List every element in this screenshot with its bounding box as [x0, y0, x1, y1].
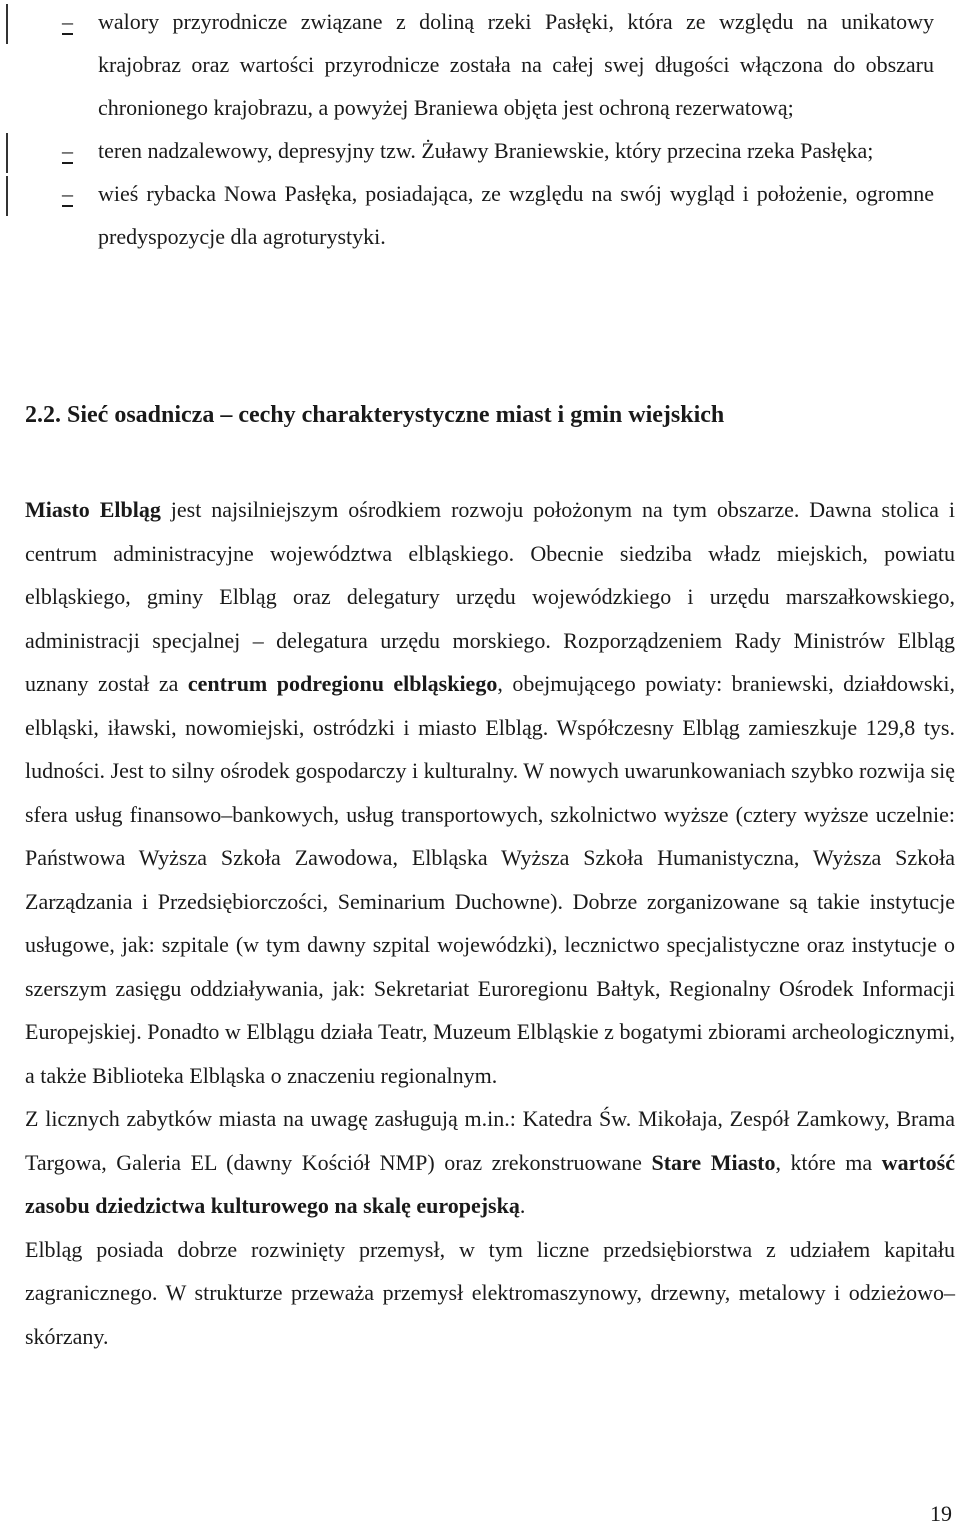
bold-term: Stare Miasto: [651, 1149, 776, 1175]
paragraph-text: Z licznych zabytków miasta na uwagę zasługują m.in.: Katedra Św. Mikołaja, Zespół Zamkowy, Brama Targowa, Galeria EL (dawny Kościół NMP) oraz zrekonstruowane: [25, 1106, 955, 1175]
bullet-text: walory przyrodnicze związane z doliną rzeki Pasłęki, która ze względu na unikatowy krajobraz oraz wartości przyrodnicze została na całej swej długości włączona do obszaru chronionego krajobrazu, a powyżej Braniewa objęta jest ochroną rezerwatową;: [98, 9, 934, 120]
paragraph-text: .: [519, 1193, 526, 1218]
paragraph: [25, 1097, 955, 1228]
section-heading: 2.2. Sieć osadnicza – cechy charakterystyczne miast i gmin wiejskich: [25, 402, 725, 428]
bullet-text: teren nadzalewowy, depresyjny tzw. Żuławy Braniewskie, który przecina rzeka Pasłęka;: [98, 138, 874, 163]
bold-term: wartość zasobu dziedzictwa kulturowego na skalę europejską: [25, 1149, 955, 1218]
bullet-text: wieś rybacka Nowa Pasłęka, posiadająca, ze względu na swój wygląd i położenie, ogromne predyspozycje dla agroturystyki.: [98, 181, 934, 249]
paragraph-text: , obejmującego powiaty: braniewski, działdowski, elbląski, iławski, nowomiejski, ostródzki i miasto Elbląg. Współczesny Elbląg zamieszkuje 129,8 tys. ludności. Jest to silny ośrodek gospodarczy i kulturalny. W nowych uwarunkowaniach szybko rozwija się sfera usług finansowo–bankowych, usług transportowych, szkolnictwo wyższe (cztery wyższe uczelnie: Państwowa Wyższa Szkoła Zawodowa, Elbląska Wyższa Szkoła Humanistyczna, Wyższa Szkoła Zarządzania i Przedsiębiorczości, Seminarium Duchowne). Dobrze zorganizowane są takie instytucje usługowe, jak: szpitale (w tym dawny szpital wojewódzki), lecznictwo specjalistyczne oraz instytucje o szerszym zasięgu oddziaływania, jak: Sekretariat Euroregionu Bałtyk, Regionalny Ośrodek Informacji Europejskiej. Ponadto w Elblągu działa Teatr, Muzeum Elbląskie z bogatymi zbiorami archeologicznymi, a także Biblioteka Elbląska o znaczeniu regionalnym.: [25, 671, 956, 1088]
bullet-dash: –: [62, 9, 73, 34]
margin-bar: [6, 4, 8, 44]
margin-bar: [6, 176, 8, 216]
body-text: [25, 488, 955, 1358]
bullet-dash: –: [62, 138, 73, 163]
list-item: [0, 0, 960, 129]
bold-term: Miasto Elbląg: [25, 497, 161, 522]
list-item: [0, 172, 960, 258]
page-number: 19: [930, 1501, 952, 1526]
paragraph-text: , które ma: [775, 1149, 882, 1175]
paragraph-text: jest najsilniejszym ośrodkiem rozwoju położonym na tym obszarze. Dawna stolica i centrum administracyjne województwa elbląskiego. Obecnie siedziba władz miejskich, powiatu elbląskiego, gminy Elbląg oraz delegatury urzędu wojewódzkiego i urzędu marszałkowskiego, administracji specjalnej – delegatura urzędu morskiego. Rozporządzeniem Rady Ministrów Elbląg uznany został za: [25, 497, 955, 696]
margin-bar: [6, 133, 8, 173]
bullet-dash: –: [62, 181, 73, 206]
bold-term: centrum podregionu elbląskiego: [187, 671, 498, 696]
paragraph: [25, 1228, 955, 1359]
list-item: [0, 129, 960, 172]
bullet-list: [0, 0, 960, 258]
paragraph-text: Elbląg posiada dobrze rozwinięty przemysł, w tym liczne przedsiębiorstwa z udziałem kapitału zagranicznego. W strukturze przeważa przemysł elektromaszynowy, drzewny, metalowy i odzieżowo–skórzany.: [25, 1236, 955, 1349]
paragraph: [25, 488, 955, 1097]
